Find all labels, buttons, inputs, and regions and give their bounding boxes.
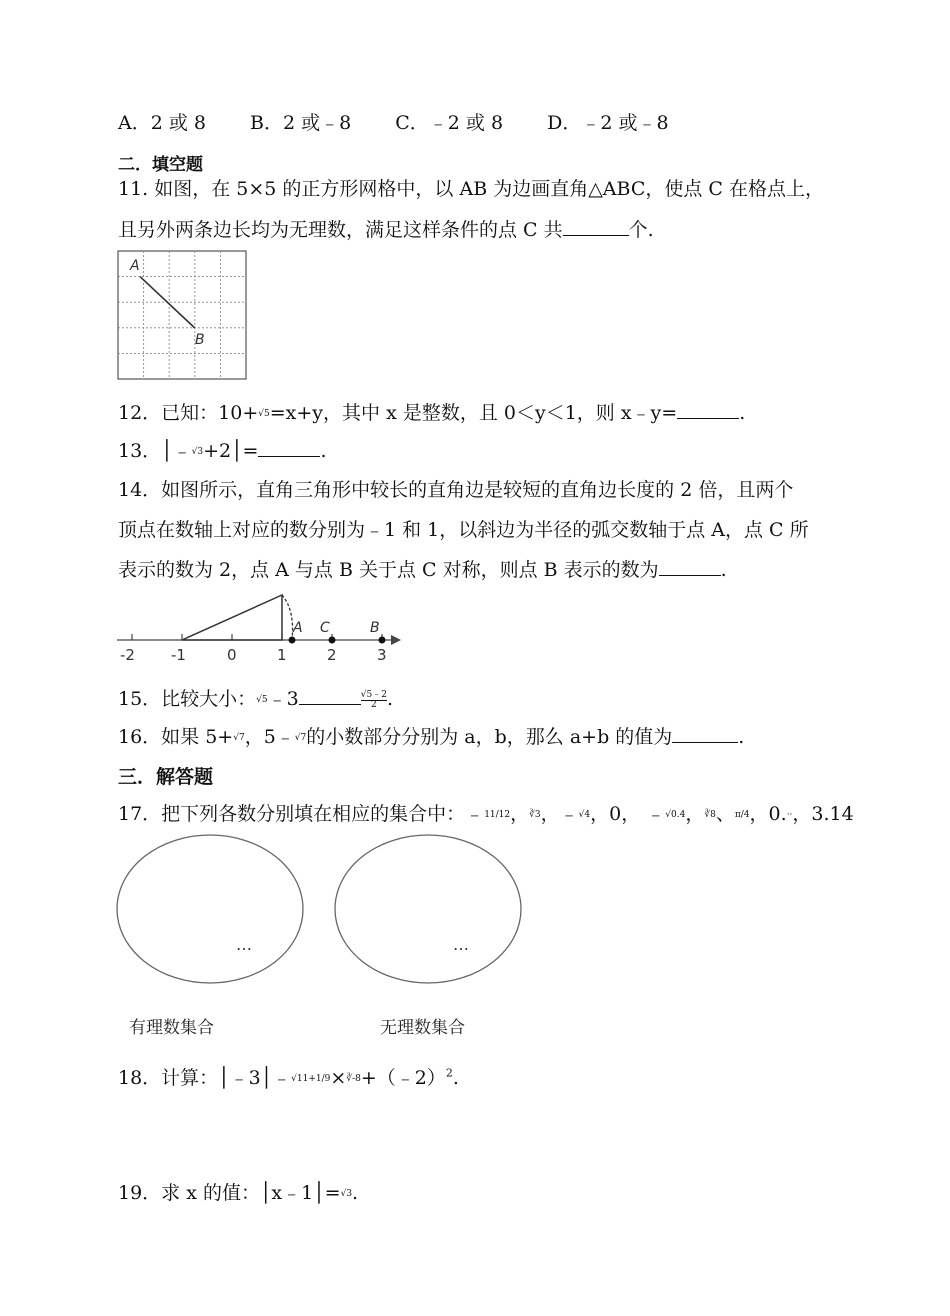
- q13-blank: [258, 438, 320, 457]
- label-b: B: [195, 332, 205, 348]
- tick-label-0: 0: [227, 646, 237, 664]
- point-b: [379, 637, 386, 644]
- q14-line1: 14．如图所示，直角三角形中较长的直角边是较短的直角边长度的 2 倍，且两个: [118, 479, 794, 501]
- choice-a: A．2 或 8: [118, 112, 206, 134]
- label-point-c: C: [320, 620, 330, 636]
- axis-arrow: [391, 635, 401, 645]
- q18-exponent: 2: [445, 1066, 453, 1080]
- right-triangle: [182, 595, 282, 640]
- q16-blank: [672, 724, 738, 743]
- choice-b: B．2 或﹣8: [250, 112, 352, 134]
- q17-item-3: √4: [578, 810, 591, 820]
- point-c: [329, 637, 336, 644]
- q18-radical1: √11+1/9: [291, 1074, 331, 1084]
- q15-left-radical: √5: [256, 695, 268, 705]
- irrational-set-caption: 无理数集合: [380, 1018, 465, 1038]
- label-point-b: B: [370, 620, 380, 636]
- point-a: [289, 637, 296, 644]
- q16-radical1: √7: [233, 733, 245, 743]
- section-title-fill-blank: 二．填空题: [118, 155, 203, 175]
- q17-item-7: ··: [786, 810, 793, 820]
- q17-item-1: 11/12: [484, 810, 511, 820]
- q14-line2: 顶点在数轴上对应的数分别为﹣1 和 1，以斜边为半径的弧交数轴于点 A，点 C 所: [118, 519, 809, 541]
- tick-label-2: 2: [327, 646, 337, 664]
- q17-line: 17．把下列各数分别填在相应的集合中：﹣11/12，∛3，﹣√4，0， ﹣√0.4，∛8、π/4，0.··，3.14: [118, 803, 854, 825]
- arc: [282, 595, 293, 640]
- label-a: A: [130, 258, 140, 274]
- tick-label-3: 3: [377, 646, 387, 664]
- q16-line: 16．如果 5+√7，5﹣√7的小数部分分别为 a，b，那么 a+b 的值为 .: [118, 726, 745, 748]
- rational-set-ellipse: [117, 835, 303, 983]
- tick-label-neg1: -1: [171, 646, 186, 664]
- q12-line: 12．已知：10+√5=x+y，其中 x 是整数，且 0＜y＜1，则 x﹣y= .: [118, 402, 746, 424]
- q11-blank: [563, 217, 629, 236]
- tick-label-neg2: -2: [120, 646, 135, 664]
- rational-set-caption: 有理数集合: [129, 1018, 214, 1038]
- q13-radical: √3: [191, 447, 204, 457]
- q18-line: 18．计算：│﹣3│﹣√11+1/9×∛-8+（﹣2）$^2$.: [118, 1066, 459, 1089]
- q14-number-line-figure: [115, 588, 410, 668]
- q15-right-fraction: $\frac{√5﹣2}{2}$: [360, 689, 387, 710]
- q19-line: 19．求 x 的值：│x﹣1│=√3.: [118, 1182, 359, 1204]
- label-point-a: A: [293, 620, 303, 636]
- q19-radical: √3: [340, 1189, 353, 1199]
- choices-row: [118, 108, 707, 135]
- q15-blank: [299, 686, 361, 705]
- tick-label-1: 1: [277, 646, 287, 664]
- q12-blank: [677, 400, 739, 419]
- q11-line1: 11. 如图，在 5×5 的正方形网格中，以 AB 为边画直角△ABC，使点 C 在格点上，: [118, 178, 824, 200]
- choice-d: D．﹣2 或﹣8: [547, 112, 669, 134]
- q12-radical: √5: [258, 409, 270, 419]
- q14-blank: [659, 557, 721, 576]
- q17-item-6: π/4: [734, 810, 750, 820]
- q17-sets-figure: [115, 833, 530, 988]
- irrational-set-ellipse: [335, 835, 521, 983]
- irrational-ellipsis: …: [453, 935, 469, 954]
- choice-c: C．﹣2 或 8: [395, 112, 504, 134]
- q15-line: 15．比较大小：√5﹣3 $\frac{√5﹣2}{2}$ .: [118, 688, 393, 710]
- q11-grid-figure: [117, 250, 249, 382]
- section-title-answer: 三．解答题: [118, 766, 214, 788]
- q13-line: 13．│﹣√3+2│= .: [118, 440, 327, 462]
- q17-item-4: √0.4: [665, 810, 686, 820]
- q17-item-5: ∛8: [704, 810, 716, 820]
- q11-line2: 且另外两条边长均为无理数，满足这样条件的点 C 共 个.: [118, 219, 654, 241]
- rational-ellipsis: …: [236, 935, 252, 954]
- q17-item-2: ∛3: [529, 810, 541, 820]
- q16-radical2: √7: [294, 733, 307, 743]
- q18-radical2: ∛-8: [346, 1074, 361, 1084]
- q14-line3: 表示的数为 2，点 A 与点 B 关于点 C 对称，则点 B 表示的数为 .: [118, 559, 727, 581]
